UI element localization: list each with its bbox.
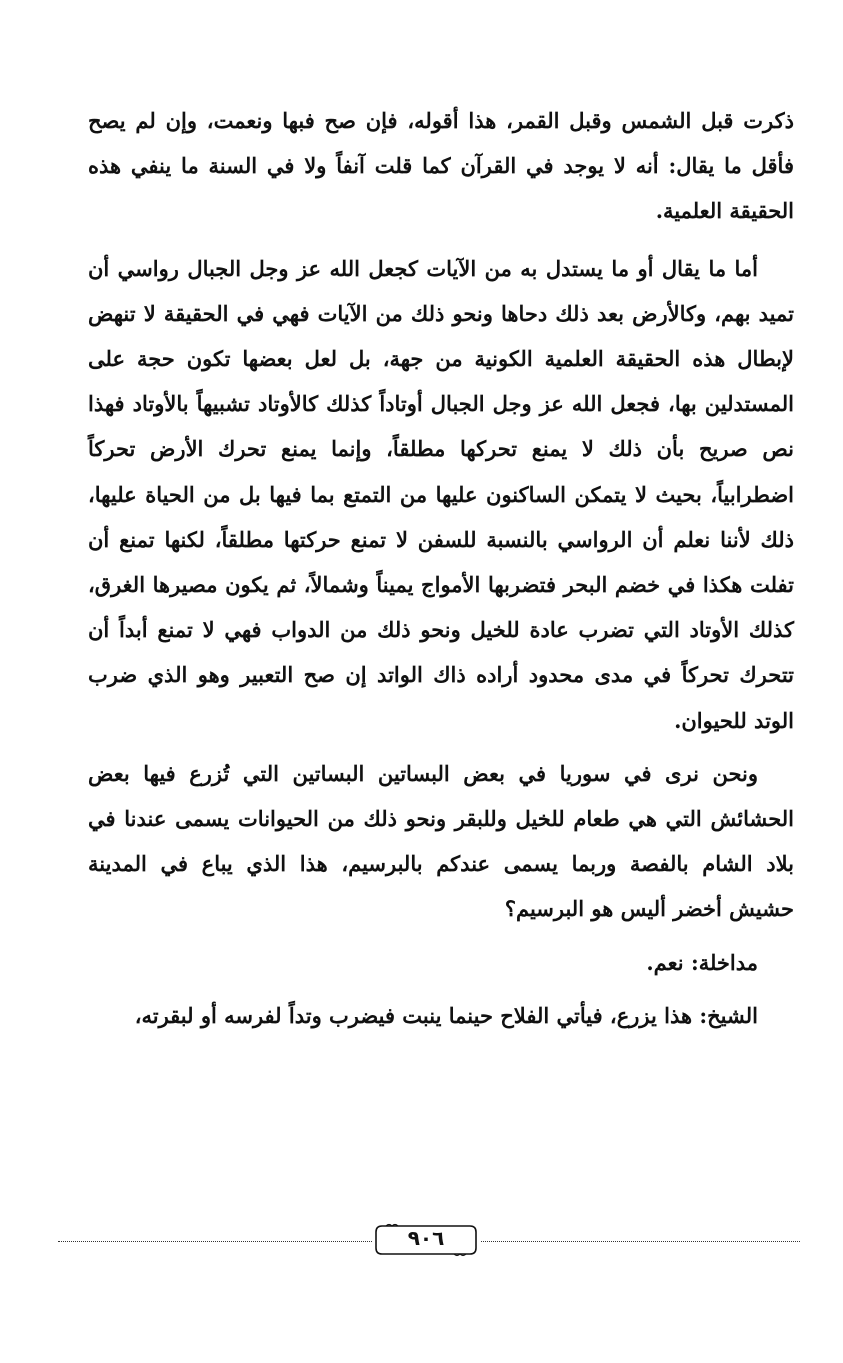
page-number: ٩٠٦ <box>407 1226 445 1250</box>
speaker-label-sheikh: الشيخ: <box>699 1002 758 1028</box>
page-footer <box>58 1222 800 1262</box>
dialogue-line-intervention <box>88 940 794 985</box>
dialogue-text-intervention: نعم. <box>646 949 691 975</box>
paragraph-3: ونحن نرى في سوريا في بعض البساتين البساتين التي تُزرع فيها بعض الحشائش التي هي طعام للخيل وللبقر ونحو ذلك من الحيوانات يسمى عندنا في بلاد الشام بالفصة وربما يسمى عندكم بالبرسيم، هذا الذي يباع في المدينة حشيش أخضر أليس هو البرسيم؟ <box>88 760 794 922</box>
page-number-ornament <box>372 1222 480 1258</box>
page-body-text <box>88 98 794 1038</box>
dialogue-line-sheikh <box>88 993 794 1038</box>
paragraph-2: أما ما يقال أو ما يستدل به من الآيات كجعل الله عز وجل الجبال رواسي أن تميد بهم، وكالأرض بعد ذلك دحاها ونحو ذلك من الآيات فهي في الحقيقة لا تنهض لإبطال هذه الحقيقة العلمية الكونية من جهة، بل لعل بعضها تكون حجة على المستدلين بها، فجعل الله عز وجل الجبال أوتاداً كذلك كالأوتاد تشبيهاً بالأوتاد فهذا نص صريح بأن ذلك لا يمنع تحركها مطلقاً، وإنما يمنع تحرك الأرض تحركاً اضطرابياً، بحيث لا يتمكن الساكنون عليها من التمتع بما فيها بل من الحياة عليها، ذلك لأننا نعلم أن الرواسي بالنسبة للسفن لا تمنع حركتها مطلقاً، لكنها تمنع أن تفلت هكذا في خضم البحر فتضربها الأمواج يميناً وشمالاً، ثم يكون مصيرها الغرق، كذلك الأوتاد التي تضرب عادة للخيل ونحو ذلك من الدواب فهي لا تمنع أبداً أن تتحرك تحركاً في مدى محدود أراده ذاك الواتد إن صح التعبير وهو الذي ضرب الوتد للحيوان. <box>88 255 794 733</box>
paragraph-1: ذكرت قبل الشمس وقبل القمر، هذا أقوله، فإن صح فبها ونعمت، وإن لم يصح فأقل ما يقال: أنه لا يوجد في القرآن كما قلت آنفاً ولا في السنة ما ينفي هذه الحقيقة العلمية. <box>88 108 794 224</box>
dialogue-text-sheikh: هذا يزرع، فيأتي الفلاح حينما ينبت فيضرب وتداً لفرسه أو لبقرته، <box>134 1002 700 1028</box>
speaker-label-intervention: مداخلة: <box>690 949 758 975</box>
